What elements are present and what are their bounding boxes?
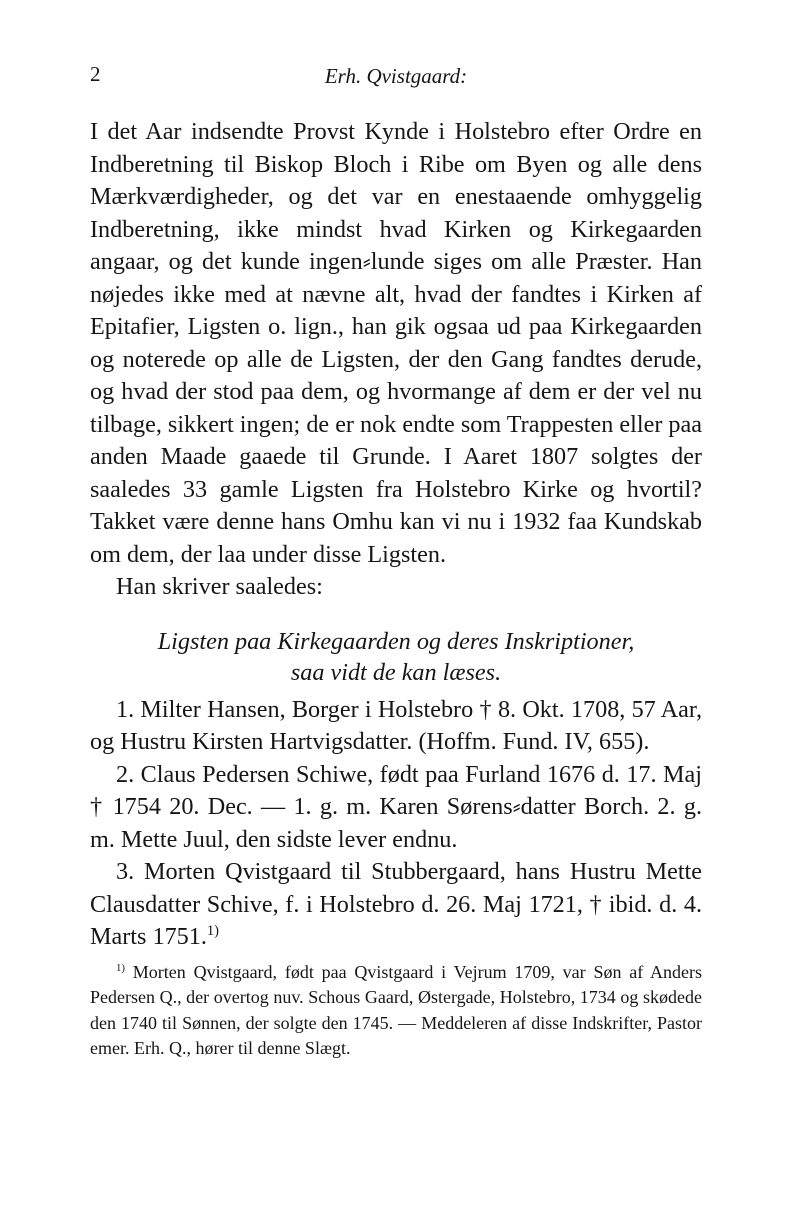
section-heading-line-1: Ligsten paa Kirkegaarden og deres Inskriptioner,	[157, 627, 635, 655]
section-heading-line-2: saa vidt de kan læses.	[290, 658, 502, 686]
list-item	[90, 856, 702, 954]
footnote-reference: 1)	[206, 922, 219, 939]
lead-in-line: Han skriver saaledes:	[116, 573, 323, 600]
footnote	[90, 960, 702, 1062]
entries-list	[90, 694, 702, 954]
footnote-marker: 1)	[116, 961, 125, 974]
list-item: 2. Claus Pedersen Schiwe, født paa Furland 1676 d. 17. Maj † 1754 20. Dec. — 1. g. m. Karen Sørens⸗datter Borch. 2. g. m. Mette Juul, den sidste lever endnu.	[90, 760, 702, 853]
document-page	[90, 62, 702, 1080]
list-item: 1. Milter Hansen, Borger i Holstebro † 8. Okt. 1708, 57 Aar, og Hustru Kirsten Hartvigsdatter. (Hoffm. Fund. IV, 655).	[90, 695, 702, 755]
footnote-text: Morten Qvistgaard, født paa Qvistgaard i Vejrum 1709, var Søn af Anders Pedersen Q., der overtog nuv. Schous Gaard, Østergade, Holstebro, 1734 og skødede den 1740 til Sønnen, der solgte den 1745. — Meddeleren af disse Indskrifter, Pastor emer. Erh. Q., hører til denne Slægt.	[90, 961, 703, 1058]
page-header	[90, 62, 702, 102]
intro-paragraph: I det Aar indsendte Provst Kynde i Holstebro efter Ordre en Indberetning til Biskop Bloch i Ribe om Byen og alle dens Mærkværdigheder, og det var en enestaaende omhyggelig Indberetning, ikke mindst hvad Kirken og Kirkegaarden angaar, og det kunde ingen⸗lunde siges om alle Præster. Han nøjedes ikke med at nævne alt, hvad der fandtes i Kirken af Epitafier, Ligsten o. lign., han gik ogsaa ud paa Kirkegaarden og noterede op alle de Ligsten, der den Gang fandtes derude, og hvad der stod paa dem, og hvormange af dem er der vel nu tilbage, sikkert ingen; de er nok endte som Trappesten eller paa anden Maade gaaede til Grunde. I Aaret 1807 solgtes der saaledes 33 gamle Ligsten fra Holstebro Kirke og hvortil? Takket være denne hans Omhu kan vi nu i 1932 faa Kundskab om dem, der laa under disse Ligsten.	[90, 118, 702, 568]
section-heading	[90, 626, 702, 688]
running-title: Erh. Qvistgaard:	[324, 64, 468, 88]
page-number: 2	[90, 62, 101, 86]
entry-text: 3. Morten Qvistgaard til Stubbergaard, hans Hustru Mette Clausdatter Schive, f. i Holstebro d. 26. Maj 1721, † ibid. d. 4. Marts 1751.	[90, 858, 702, 950]
